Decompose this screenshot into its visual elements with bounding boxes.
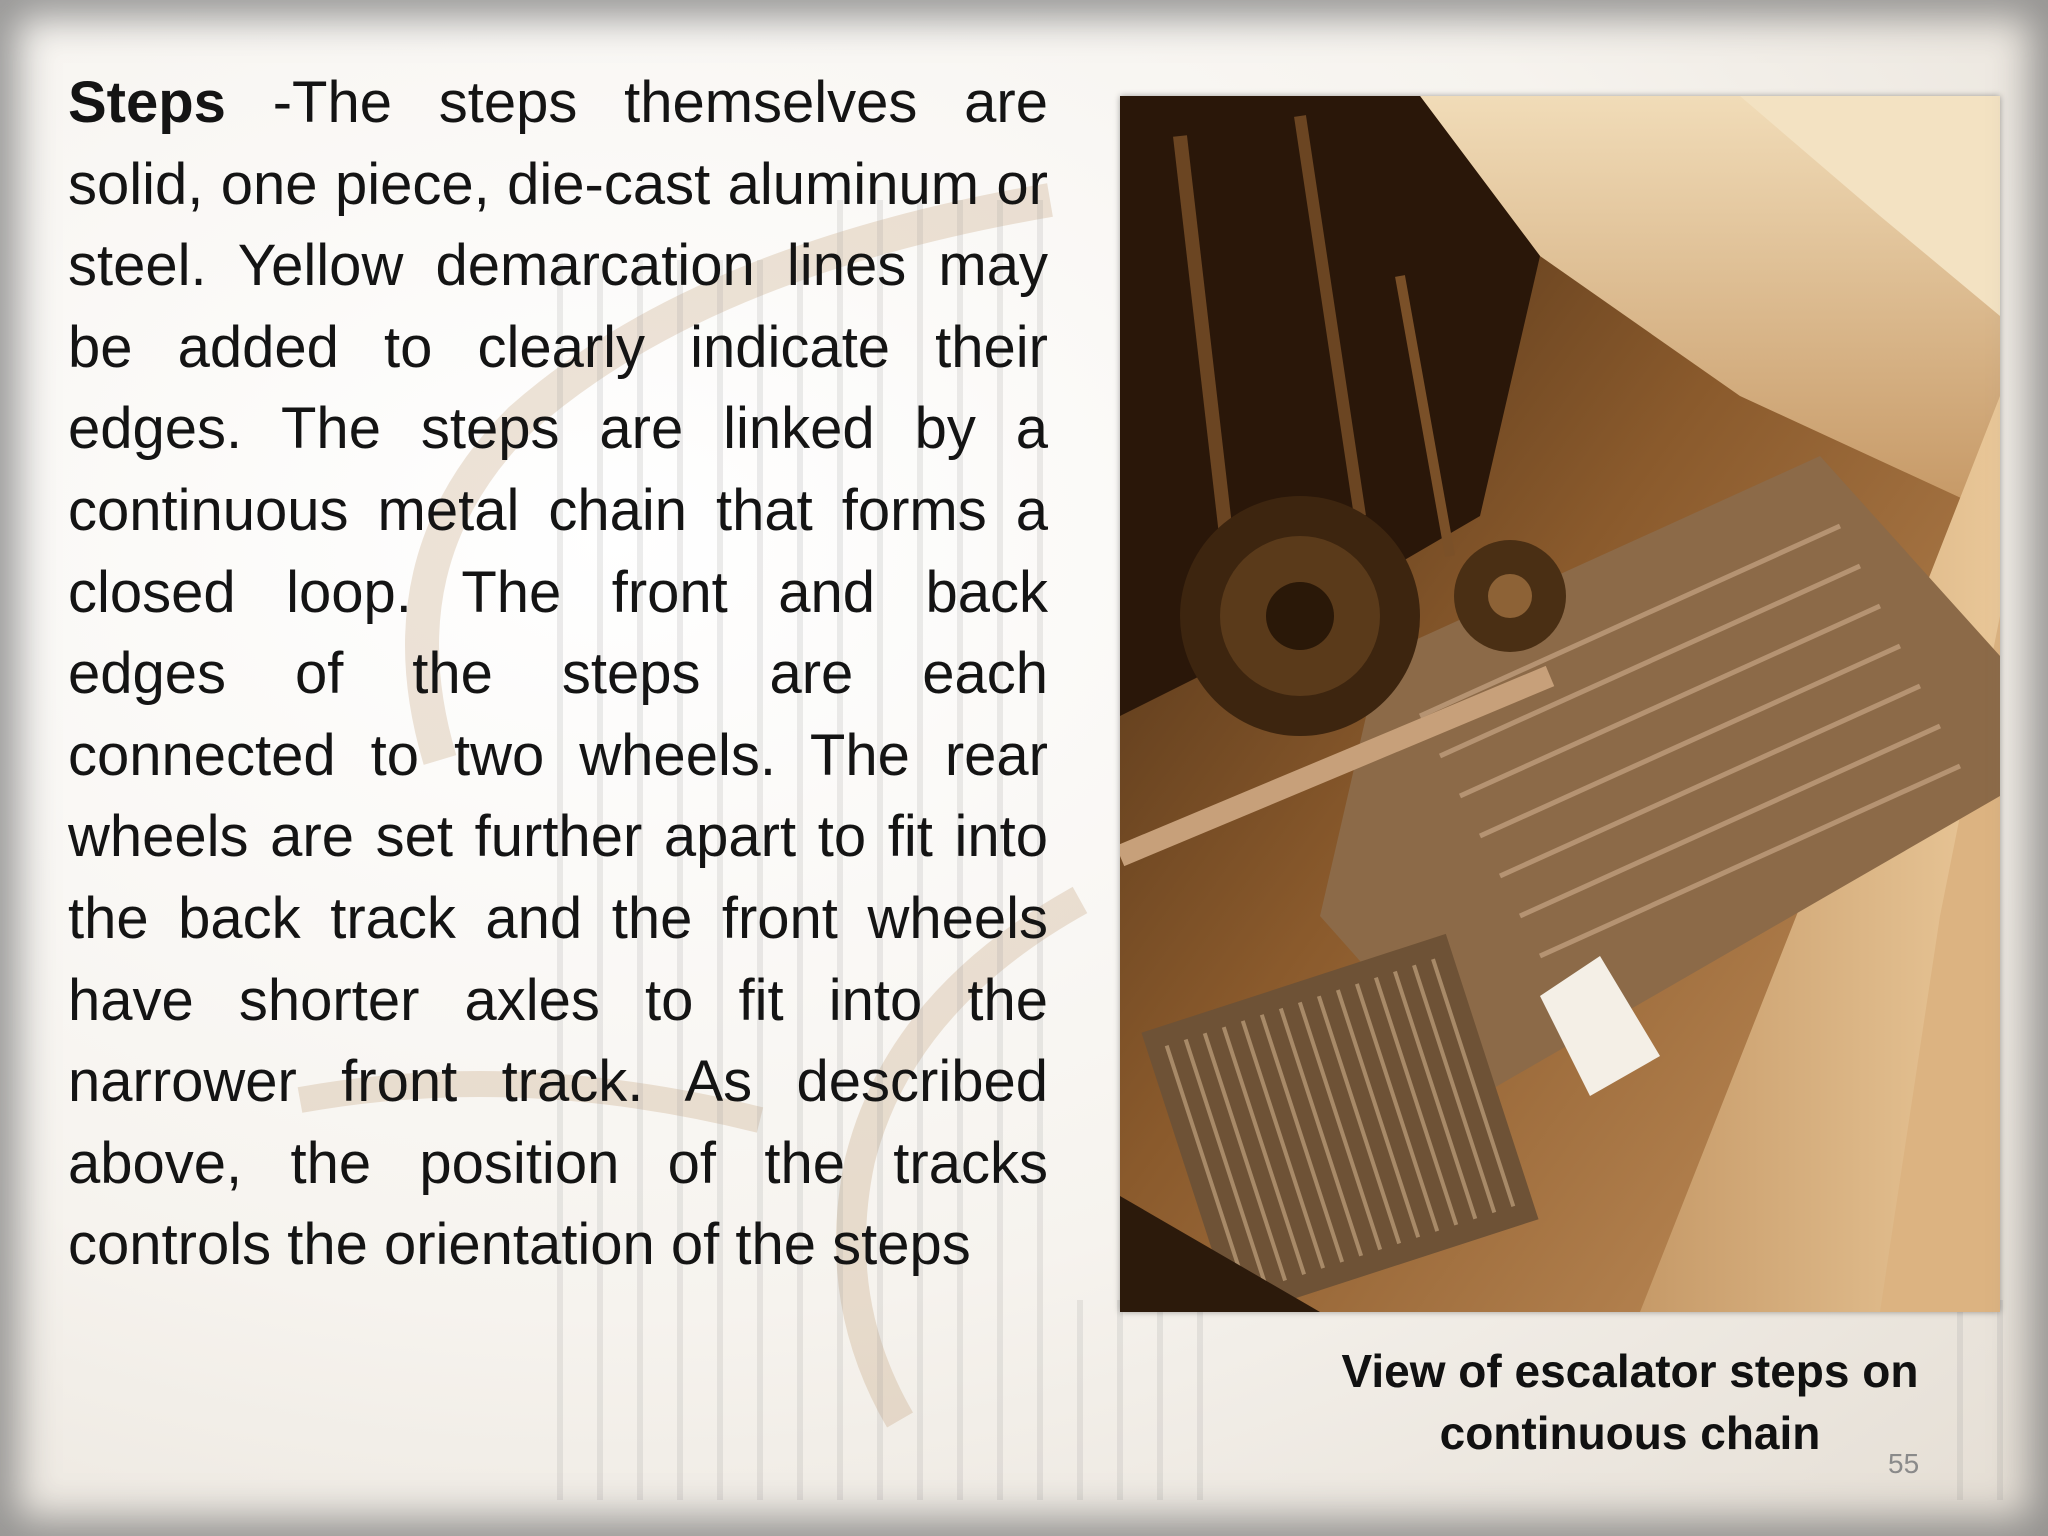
body-paragraph xyxy=(68,62,1048,1286)
slide-number: 55 xyxy=(1888,1448,1920,1479)
caption-line-2: continuous chain xyxy=(1439,1407,1821,1459)
caption-line-1: View of escalator steps on xyxy=(1341,1345,1919,1397)
paragraph-text: -The steps themselves are solid, one piece, die-cast aluminum or steel. Yellow demarcation lines may be added to clearly indicate their edges. The steps are linked by a continuous metal chain that forms a closed loop. The front and back edges of the steps are each connected to two wheels. The rear wheels are set further apart to fit into the back track and the front wheels have shorter axles to fit into the narrower front track. As described above, the position of the tracks controls the orientation of the steps xyxy=(68,70,1048,1278)
paragraph-lead: Steps xyxy=(68,70,226,135)
escalator-photo xyxy=(1120,96,2000,1312)
photo-caption xyxy=(1240,1340,2020,1464)
